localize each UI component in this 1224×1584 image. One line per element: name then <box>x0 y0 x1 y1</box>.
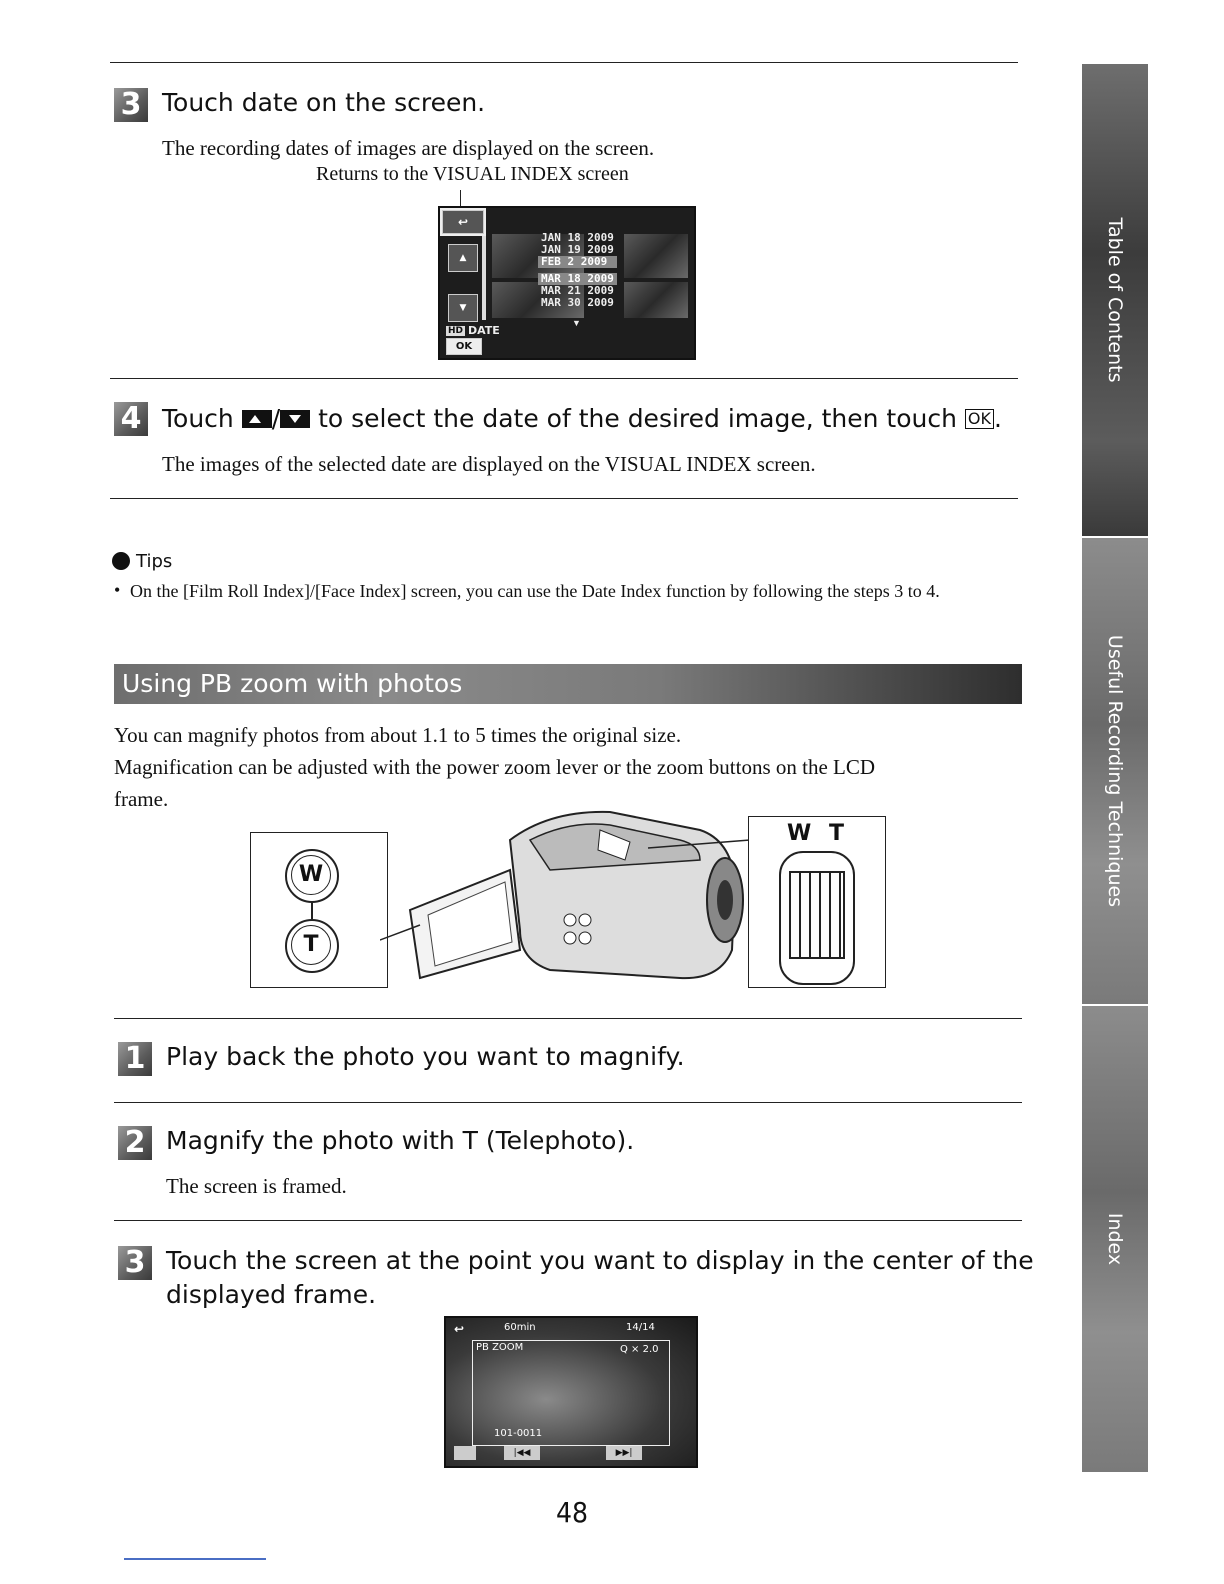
date-item[interactable]: JAN 18 2009 <box>541 231 614 244</box>
t-zoom-label: T <box>291 925 331 965</box>
more-indicator: ▼ <box>572 318 581 328</box>
date-list[interactable] <box>538 232 617 309</box>
pb-zoom-screen[interactable] <box>444 1316 698 1468</box>
tab-table-of-contents[interactable]: Table of Contents <box>1082 64 1148 536</box>
scroll-down-icon <box>280 410 310 428</box>
menu-button[interactable] <box>454 1446 476 1460</box>
date-item[interactable]: MAR 30 2009 <box>541 296 614 309</box>
scroll-up-icon <box>242 410 272 428</box>
step-number: 3 <box>118 1246 152 1280</box>
intro-line: You can magnify photos from about 1.1 to 5 times the original size. <box>114 723 682 747</box>
bottom-link-rule <box>124 1558 266 1560</box>
tab-index[interactable]: Index <box>1082 1006 1148 1472</box>
tips-label: Tips <box>136 551 173 572</box>
step-description: The screen is framed. <box>166 1174 347 1198</box>
tips-icon <box>112 552 130 570</box>
w-zoom-label: W <box>291 855 331 895</box>
lever-grip <box>789 871 845 959</box>
intro-line: frame. <box>114 787 169 811</box>
ok-icon: OK <box>965 409 994 429</box>
date-item[interactable]: MAR 18 2009 <box>538 273 617 285</box>
callout-label: Returns to the VISUAL INDEX screen <box>316 163 629 185</box>
thumbnail <box>624 234 688 278</box>
scroll-up-button[interactable]: ▲ <box>448 244 478 272</box>
pb-zoom-mode: PB ZOOM <box>476 1342 524 1353</box>
photo-counter: 14/14 <box>626 1322 655 1333</box>
intro-line: Magnification can be adjusted with the power zoom lever or the zoom buttons on the LCD <box>114 755 876 779</box>
zoom-buttons-callout <box>250 832 388 988</box>
zoom-lever-callout <box>748 816 886 988</box>
step-title: Play back the photo you want to magnify. <box>166 1042 685 1071</box>
battery-remaining: 60min <box>504 1322 536 1333</box>
tips-text: On the [Film Roll Index]/[Face Index] screen, you can use the Date Index function by following the steps 3 to 4. <box>130 581 940 601</box>
section-header <box>114 664 1022 704</box>
zoom-ratio: Q × 2.0 <box>620 1344 659 1355</box>
step-title-line: displayed frame. <box>166 1280 377 1309</box>
page-number: 48 <box>556 1496 589 1529</box>
step-title: Magnify the photo with T (Telephoto). <box>166 1126 635 1155</box>
step-title: Touch date on the screen. <box>162 88 486 117</box>
next-button[interactable]: ▶▶| <box>606 1446 642 1460</box>
date-label: DATE <box>468 324 500 337</box>
divider <box>110 378 1018 379</box>
step-description: The recording dates of images are displayed on the screen. <box>162 136 655 160</box>
top-rule <box>110 62 1018 63</box>
divider <box>110 498 1018 499</box>
date-index-screen <box>438 206 696 360</box>
step-title: Touch / to select the date of the desired image, then touch OK . <box>162 404 1002 433</box>
divider <box>114 1102 1022 1103</box>
back-icon[interactable]: ↩ <box>454 1322 465 1336</box>
date-item[interactable]: JAN 19 2009 <box>541 243 614 256</box>
divider <box>114 1018 1022 1019</box>
back-button[interactable]: ↩ <box>442 210 484 234</box>
lever-t-label: T <box>829 821 845 846</box>
date-item[interactable]: FEB 2 2009 <box>538 256 617 268</box>
tips-bullet: • <box>114 580 121 600</box>
previous-button[interactable]: |◀◀ <box>504 1446 540 1460</box>
thumbnail <box>624 282 688 318</box>
section-title: Using PB zoom with photos <box>122 669 463 698</box>
step-number: 1 <box>118 1042 152 1076</box>
step-number: 2 <box>118 1126 152 1160</box>
step-description: The images of the selected date are displayed on the VISUAL INDEX screen. <box>162 452 816 476</box>
hd-badge: HD <box>448 326 464 336</box>
step-title-line: Touch the screen at the point you want to display in the center of the <box>166 1246 1034 1275</box>
ok-button[interactable]: OK <box>446 338 482 355</box>
camcorder-illustration <box>380 800 760 1000</box>
tab-useful-recording-techniques[interactable]: Useful Recording Techniques <box>1082 538 1148 1004</box>
date-item[interactable]: MAR 21 2009 <box>541 284 614 297</box>
connector <box>311 901 313 919</box>
file-number: 101-0011 <box>494 1428 543 1439</box>
step-number: 4 <box>114 402 148 436</box>
step-number: 3 <box>114 88 148 122</box>
divider <box>114 1220 1022 1221</box>
scrollbar[interactable] <box>482 236 486 320</box>
scroll-down-button[interactable]: ▼ <box>448 294 478 322</box>
lever-w-label: W <box>787 821 812 846</box>
